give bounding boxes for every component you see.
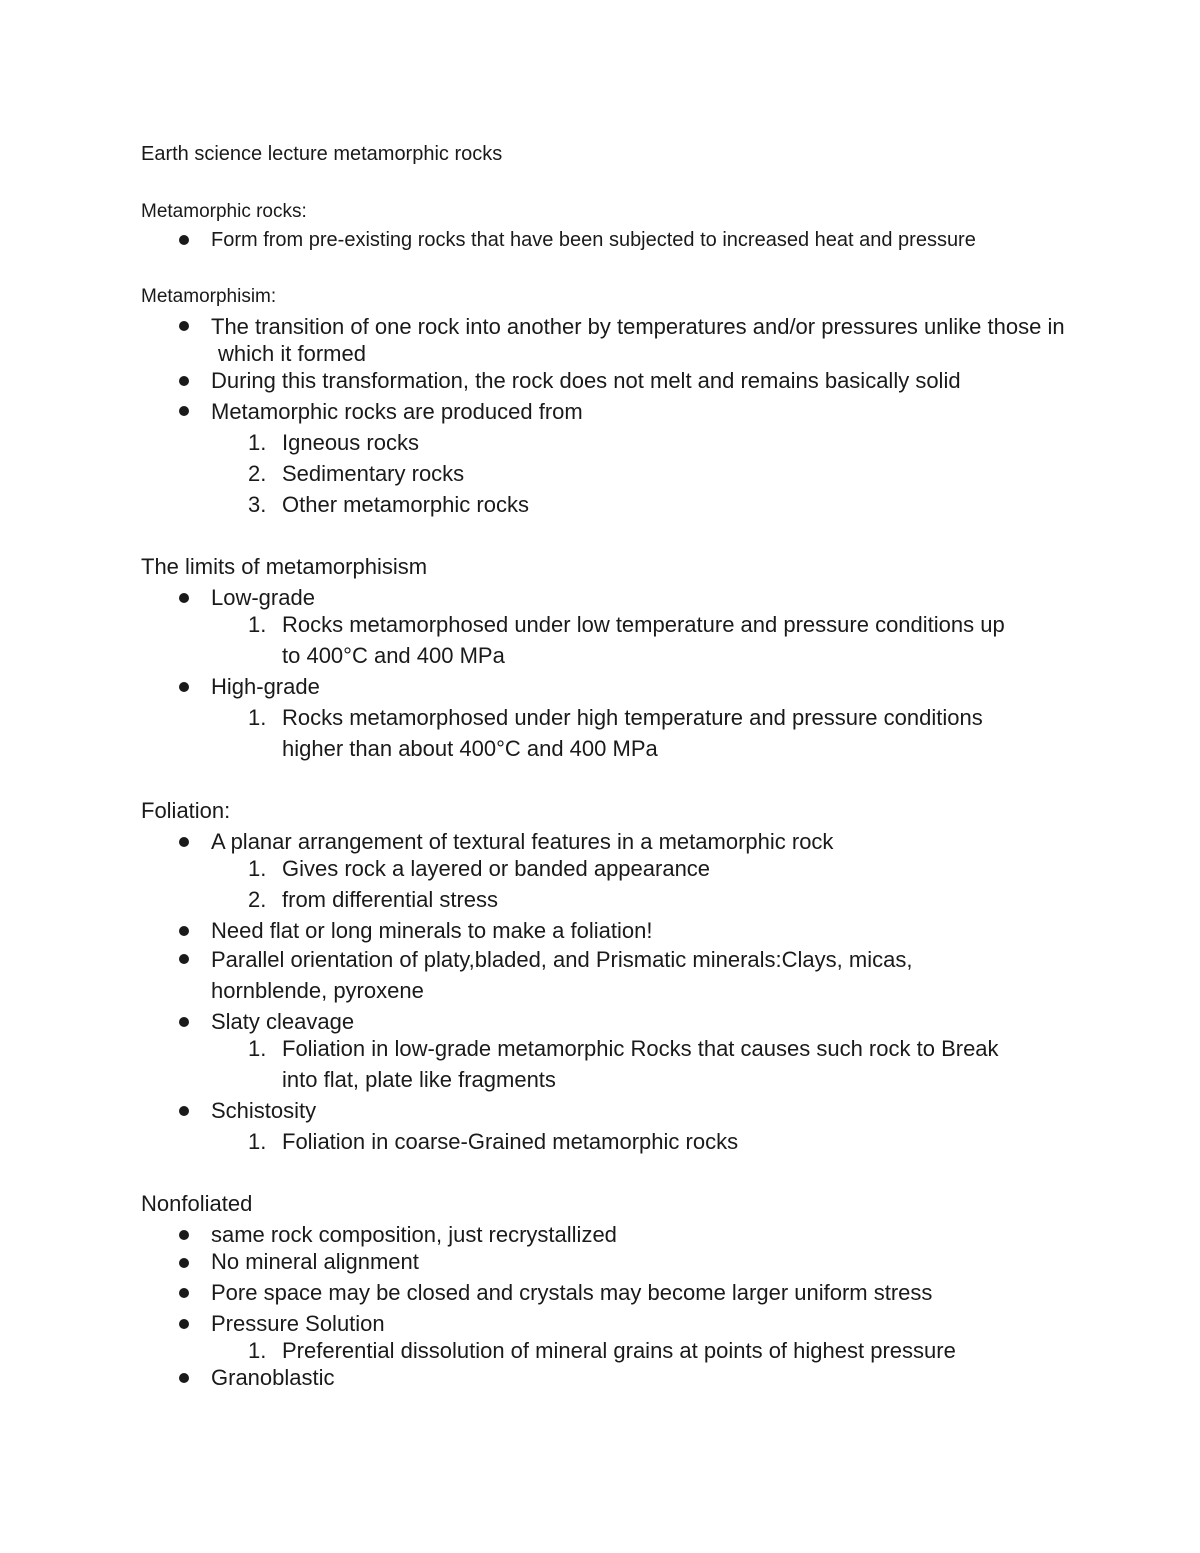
list-item: Granoblastic [211, 1365, 335, 1390]
list-item: Form from pre-existing rocks that have been subjected to increased heat and pressure [211, 229, 976, 251]
bullet-icon [179, 1230, 189, 1240]
sub-list-item-continuation: to 400°C and 400 MPa [282, 643, 505, 668]
list-number: 1. [248, 1129, 267, 1154]
bullet-icon [179, 1319, 189, 1329]
section-heading-metamorphisim: Metamorphisim: [141, 286, 277, 307]
list-item: Metamorphic rocks are produced from [211, 399, 583, 424]
list-item: The transition of one rock into another by temperatures and/or pressures unlike those in [211, 314, 1065, 339]
bullet-icon [179, 1288, 189, 1298]
section-heading-metamorphic-rocks: Metamorphic rocks: [141, 201, 307, 222]
list-number: 3. [248, 492, 267, 517]
list-number: 1. [248, 1036, 267, 1061]
sub-list-item-continuation: higher than about 400°C and 400 MPa [282, 736, 658, 761]
list-item: A planar arrangement of textural features in a metamorphic rock [211, 829, 834, 854]
list-item-continuation: hornblende, pyroxene [211, 978, 424, 1003]
bullet-icon [179, 1258, 189, 1268]
sub-list-item: Preferential dissolution of mineral grains at points of highest pressure [282, 1338, 956, 1363]
sub-list-item: Foliation in low-grade metamorphic Rocks that causes such rock to Break [282, 1036, 999, 1061]
bullet-icon [179, 954, 189, 964]
list-item: Need flat or long minerals to make a foliation! [211, 918, 653, 943]
sub-list-item: from differential stress [282, 887, 499, 912]
list-item: Low-grade [211, 585, 315, 610]
list-number: 1. [248, 1338, 267, 1363]
sub-list-item: Igneous rocks [282, 430, 419, 455]
list-number: 2. [248, 461, 267, 486]
list-item: High-grade [211, 674, 320, 699]
bullet-icon [179, 406, 189, 416]
sub-list-item-continuation: into flat, plate like fragments [282, 1067, 556, 1092]
section-heading-foliation: Foliation: [141, 798, 231, 823]
list-number: 1. [248, 705, 267, 730]
list-item: Pressure Solution [211, 1311, 385, 1336]
list-item: Schistosity [211, 1098, 317, 1123]
bullet-icon [179, 837, 189, 847]
list-number: 1. [248, 430, 267, 455]
list-number: 2. [248, 887, 267, 912]
sub-list-item: Rocks metamorphosed under low temperature and pressure conditions up [282, 612, 1005, 637]
list-item-continuation: which it formed [218, 341, 366, 366]
sub-list-item: Foliation in coarse-Grained metamorphic rocks [282, 1129, 739, 1154]
bullet-icon [179, 1373, 189, 1383]
bullet-icon [179, 593, 189, 603]
list-item: same rock composition, just recrystallized [211, 1222, 617, 1247]
bullet-icon [179, 1106, 189, 1116]
section-heading-nonfoliated: Nonfoliated [141, 1191, 253, 1216]
section-heading-limits: The limits of metamorphisism [141, 554, 428, 579]
list-item: Pore space may be closed and crystals may become larger uniform stress [211, 1280, 933, 1305]
bullet-icon [179, 1017, 189, 1027]
list-item: During this transformation, the rock does not melt and remains basically solid [211, 368, 961, 393]
list-number: 1. [248, 856, 267, 881]
document-title: Earth science lecture metamorphic rocks [141, 143, 503, 165]
bullet-icon [179, 682, 189, 692]
list-item: No mineral alignment [211, 1249, 419, 1274]
bullet-icon [179, 926, 189, 936]
list-item: Slaty cleavage [211, 1009, 355, 1034]
sub-list-item: Gives rock a layered or banded appearance [282, 856, 711, 881]
sub-list-item: Rocks metamorphosed under high temperature and pressure conditions [282, 705, 983, 730]
sub-list-item: Sedimentary rocks [282, 461, 465, 486]
list-item: Parallel orientation of platy,bladed, and Prismatic minerals:Clays, micas, [211, 947, 913, 972]
bullet-icon [179, 321, 189, 331]
sub-list-item: Other metamorphic rocks [282, 492, 529, 517]
bullet-icon [179, 235, 189, 245]
list-number: 1. [248, 612, 267, 637]
bullet-icon [179, 376, 189, 386]
